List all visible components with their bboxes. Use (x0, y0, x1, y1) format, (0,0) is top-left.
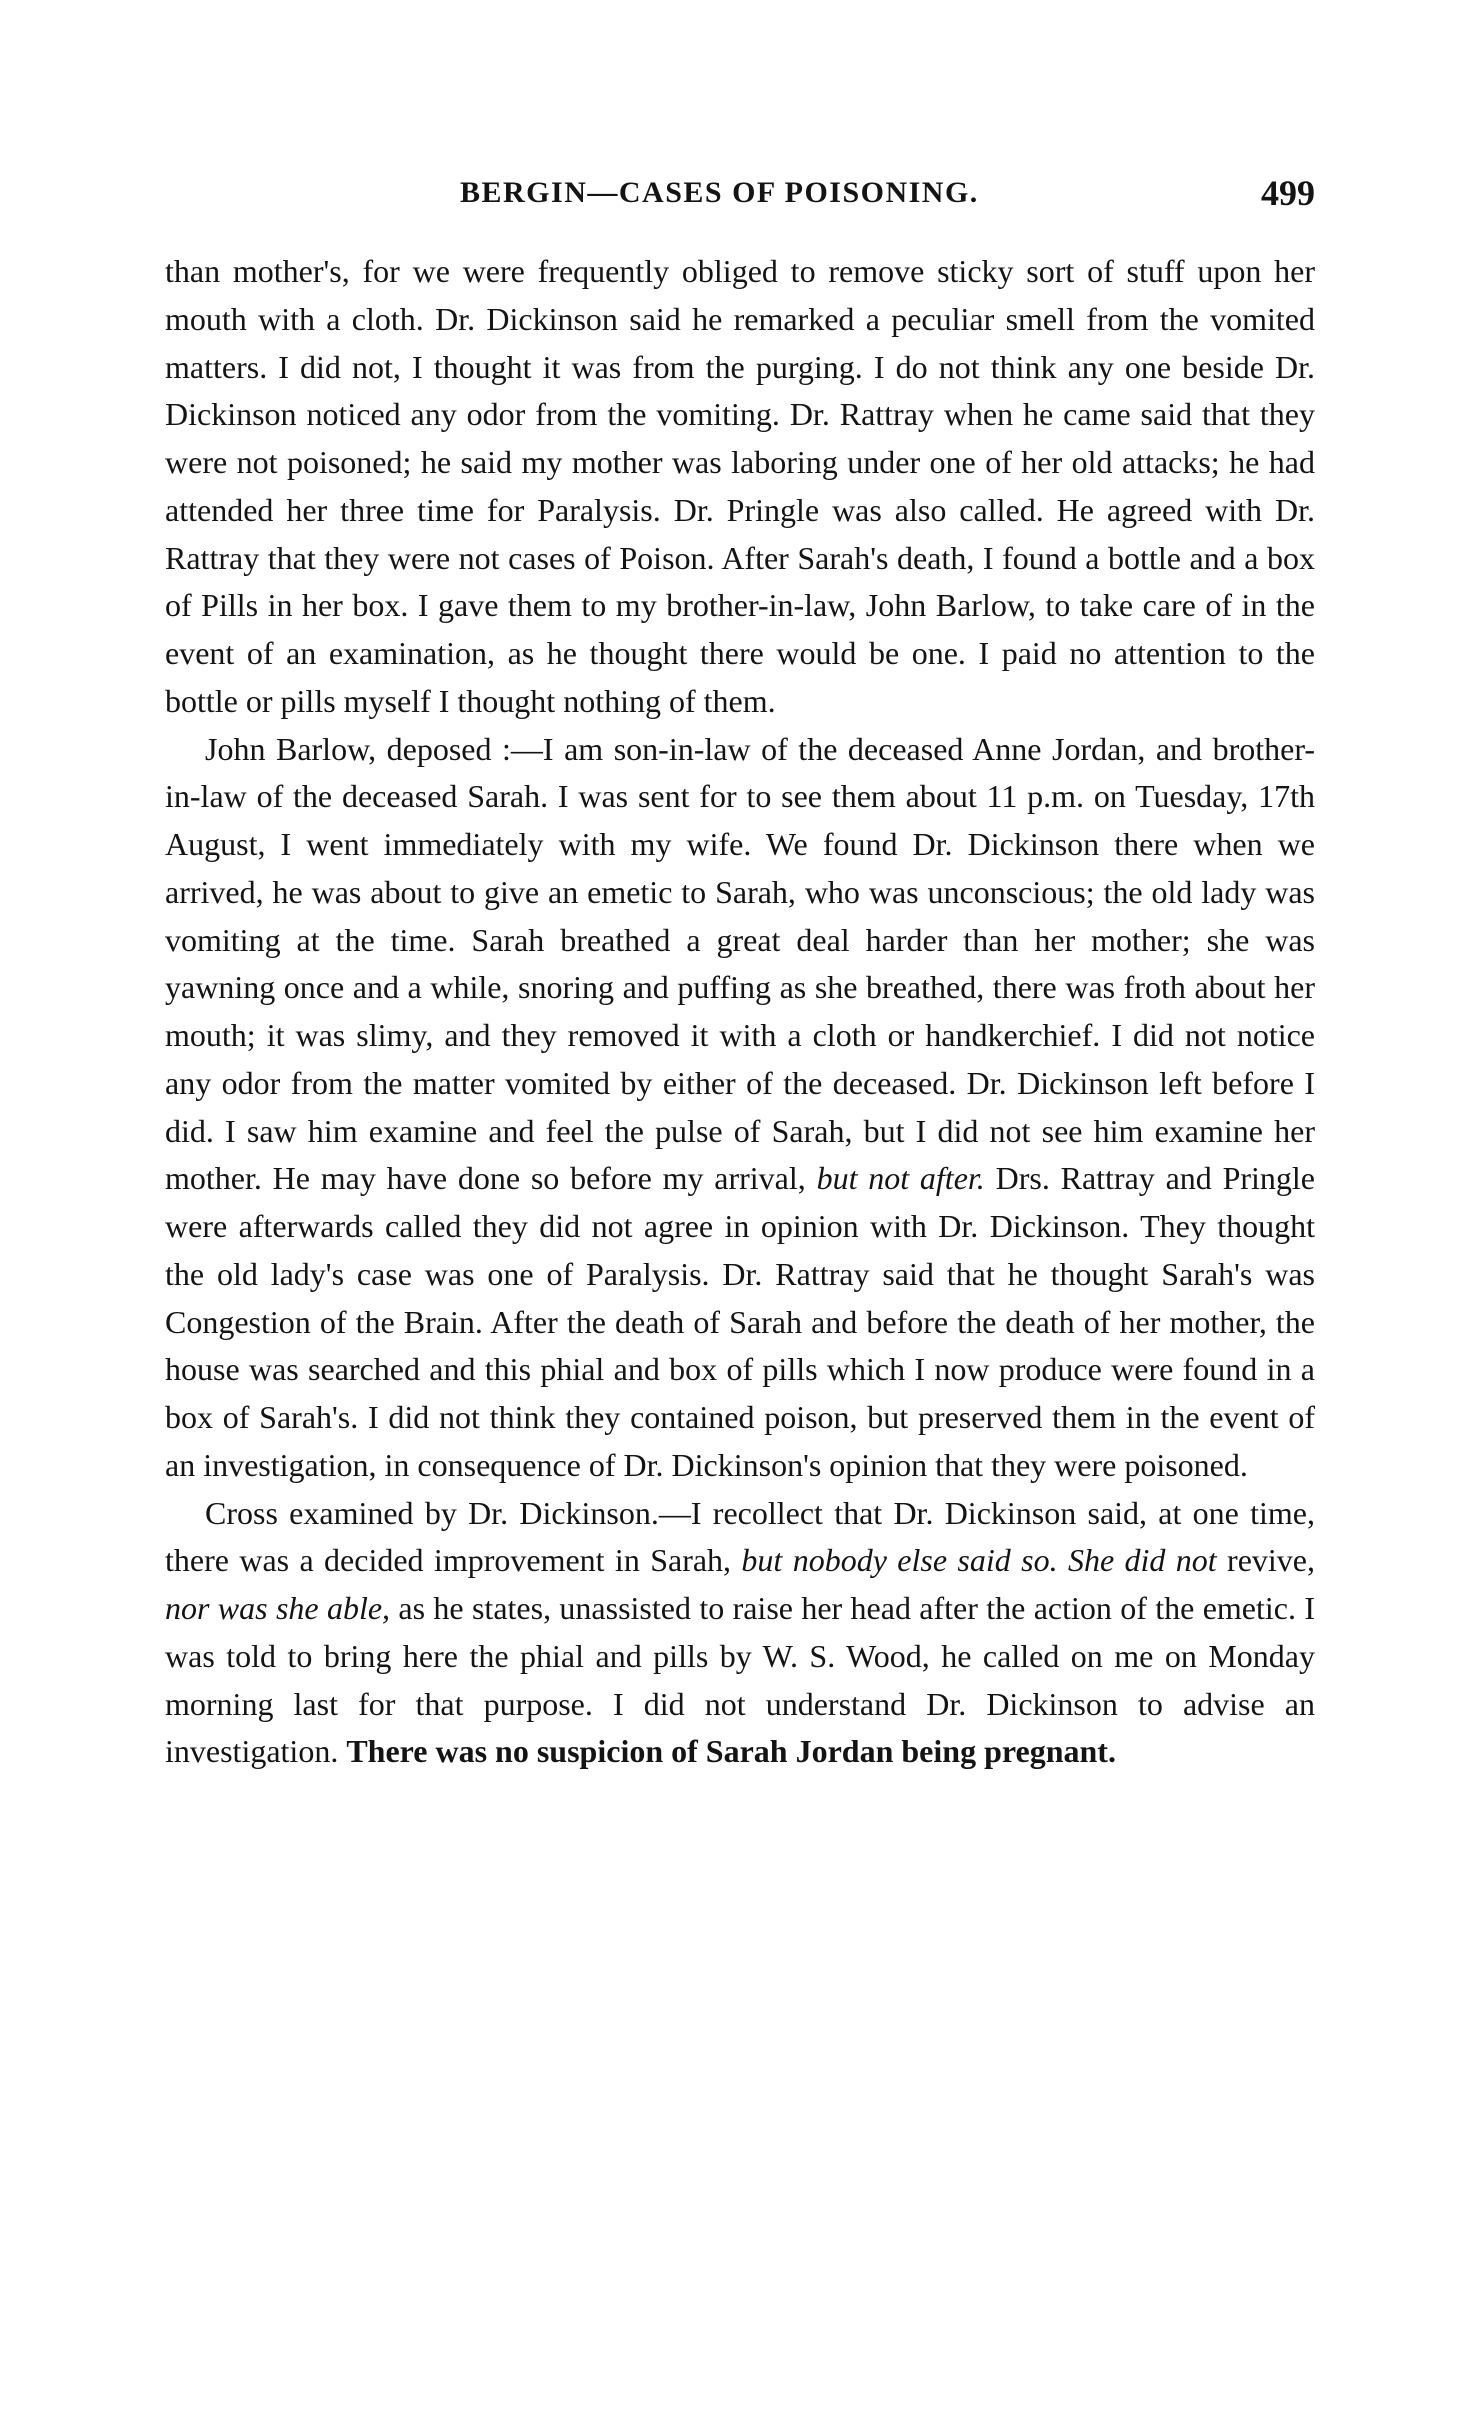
text-run: as he states, unassisted to raise her head after the action of the emetic. I was told to bring here the phial and pills by W. S. Wood, he called on me on Monday morning last for that purpose. I did not understand Dr. Dickinson to advise an investigation. (165, 1590, 1316, 1770)
text-run-bold: There was no suspicion of Sarah Jordan being pregnant. (346, 1733, 1116, 1770)
text-run-italic: but nobody else said so. She did not (741, 1542, 1217, 1579)
text-run: than mother's, for we were frequently obliged to remove sticky sort of stuff upon her mouth with a cloth. Dr. Dickinson said he remarked a peculiar smell from the vomited matters. I did not, I thought it was from the purging. I do not think any one beside Dr. Dickinson noticed any odor from the vomiting. Dr. Rattray when he came said that they were not poisoned; he said my mother was laboring under one of her old attacks; he had attended her three time for Paralysis. Dr. Pringle was also called. He agreed with Dr. Rattray that they were not cases of Poison. After Sarah's death, I found a bottle and a box of Pills in her box. I gave them to my brother-in-law, John Barlow, to take care of in the event of an examination, as he thought there would be one. I paid no attention to the bottle or pills myself I thought nothing of them. (165, 253, 1315, 719)
text-run: revive, (1216, 1542, 1315, 1579)
text-run: John Barlow, deposed :—I am son-in-law of the deceased Anne Jordan, and brother-in-law of the deceased Sarah. I was sent for to see them about 11 p.m. on Tuesday, 17th August, I went immediately with my wife. We found Dr. Dickinson there when we arrived, he was about to give an emetic to Sarah, who was unconscious; the old lady was vomiting at the time. Sarah breathed a great deal harder than her mother; she was yawning once and a while, snoring and puffing as she breathed, there was froth about her mouth; it was slimy, and they removed it with a cloth or handkerchief. I did not notice any odor from the matter vomited by either of the deceased. Dr. Dickinson left before I did. I saw him examine and feel the pulse of Sarah, but I did not see him examine her mother. He may have done so before my arrival, (165, 730, 1315, 1197)
page-number: 499 (1261, 173, 1315, 213)
text-run: Drs. Rattray and Pringle were afterwards called they did not agree in opinion with Dr. Dickinson. They thought the old lady's case was one of Paralysis. Dr. Rattray said that he thought Sarah's was Congestion of the Brain. After the death of Sarah and before the death of her mother, the house was searched and this phial and box of pills which I now produce were found in a box of Sarah's. I did not think they contained poison, but preserved them in the event of an investigation, in consequence of Dr. Dickinson's opinion that they were poisoned. (165, 1160, 1316, 1483)
paragraph (165, 248, 1315, 726)
header-title: BERGIN—CASES OF POISONING. (460, 176, 979, 209)
text-run: Cross examined by Dr. Dickinson.—I recollect that Dr. Dickinson said, at one time, there was a decided improvement in Sarah, (165, 1494, 1315, 1579)
running-head (165, 172, 1315, 222)
paragraph (165, 1490, 1315, 1777)
body-text (165, 248, 1315, 1776)
text-run-italic: nor was she able, (165, 1590, 391, 1626)
text-run-italic: but not after. (816, 1160, 985, 1197)
paragraph (165, 726, 1315, 1490)
